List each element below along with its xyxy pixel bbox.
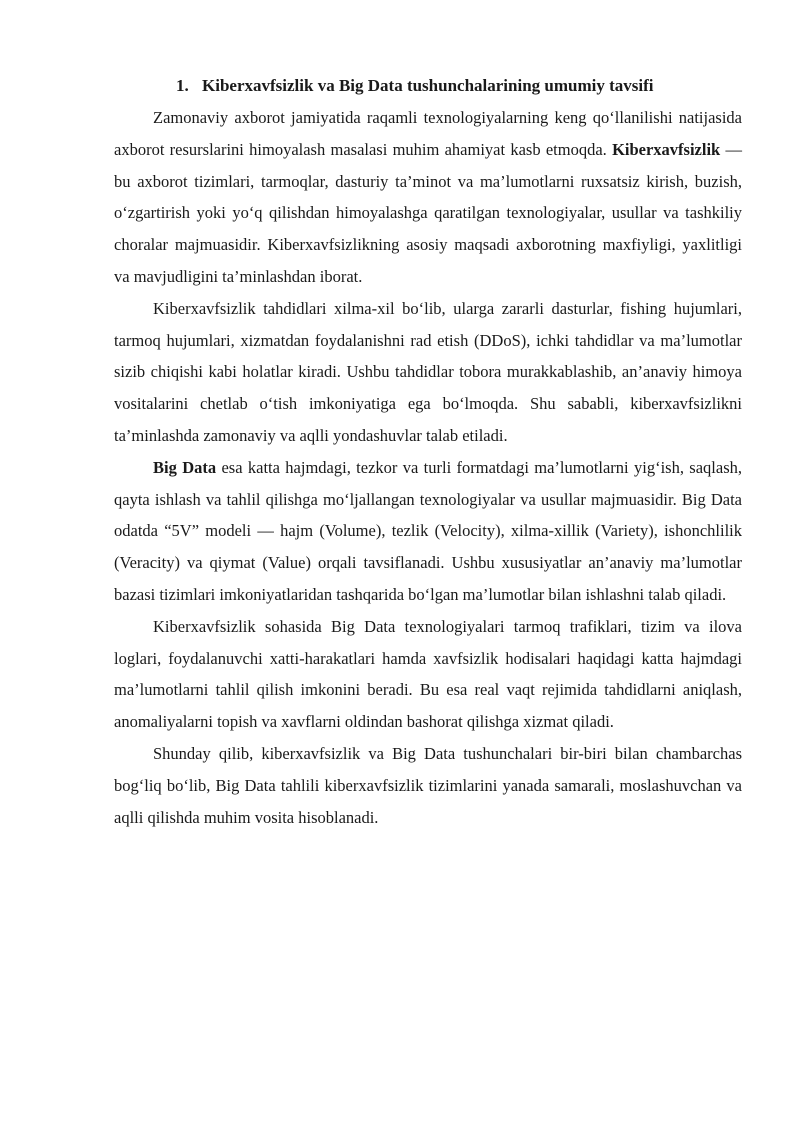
- paragraph-text: Kiberxavfsizlik sohasida Big Data texnologiyalari tarmoq trafiklari, tizim va ilova loglari, foydalanuvchi xatti-harakatlari hamda xavfsizlik hodisalari haqidagi katta hajmdagi ma’lumotlarni tahlil qilish imkonini beradi. Bu esa real vaqt rejimida tahdidlarni aniqlash, anomaliyalarni topish va xavflarni oldindan bashorat qilishga xizmat qiladi.: [114, 616, 742, 732]
- paragraph-cybersecurity-threats: [114, 293, 742, 452]
- paragraph-text: esa katta hajmdagi, tezkor va turli formatdagi ma’lumotlarni yig‘ish, saqlash, qayta ishlash va tahlil qilishga mo‘ljallangan texnologiyalar va usullar majmuasidir. Big Data odatda “5V” modeli — hajm (Volume), tezlik (Velocity), xilma-xillik (Variety), ishonchlilik (Veracity) va qiymat (Value) orqali tavsiflanadi. Ushbu xususiyatlar an’anaviy ma’lumotlar bazasi tizimlari imkoniyatlaridan tashqarida bo‘lgan ma’lumotlar bilan ishlashni talab qiladi.: [114, 457, 742, 604]
- paragraph-conclusion: [114, 738, 742, 833]
- section-number: 1.: [176, 76, 189, 95]
- section-heading: [114, 70, 742, 102]
- paragraph-cybersecurity-definition: [114, 102, 742, 293]
- paragraph-big-data-in-security: [114, 611, 742, 738]
- paragraph-big-data-definition: [114, 452, 742, 611]
- paragraph-text: Zamonaviy axborot jamiyatida raqamli texnologiyalarning keng qo‘llanilishi natijasida axborot resurslarini himoyalash masalasi muhim ahamiyat kasb etmoqda.: [114, 108, 742, 159]
- term-kiberxavfsizlik: Kiberxavfsizlik: [612, 139, 721, 159]
- paragraph-text: — bu axborot tizimlari, tarmoqlar, dasturiy ta’minot va ma’lumotlarni ruxsatsiz kirish, buzish, o‘zgartirish yoki yo‘q qilishdan himoyalashga qaratilgan texnologiyalar, usullar va tashkiliy choralar majmuasidir. Kiberxavfsizlikning asosiy maqsadi axborotning maxfiyligi, yaxlitligi va mavjudligini ta’minlashdan iborat.: [114, 139, 742, 286]
- document-page: [114, 70, 742, 833]
- section-title: Kiberxavfsizlik va Big Data tushunchalarining umumiy tavsifi: [202, 76, 654, 95]
- paragraph-text: Kiberxavfsizlik tahdidlari xilma-xil bo‘lib, ularga zararli dasturlar, fishing hujumlari, tarmoq hujumlari, xizmatdan foydalanishni rad etish (DDoS), ichki tahdidlar va ma’lumotlar sizib chiqishi kabi holatlar kiradi. Ushbu tahdidlar tobora murakkablashib, an’anaviy himoya vositalarini chetlab o‘tish imkoniyatiga ega bo‘lmoqda. Shu sababli, kiberxavfsizlikni ta’minlashda zamonaviy va aqlli yondashuvlar talab etiladi.: [114, 298, 742, 445]
- term-big-data: Big Data: [153, 457, 217, 477]
- paragraph-text: Shunday qilib, kiberxavfsizlik va Big Data tushunchalari bir-biri bilan chambarchas bog‘liq bo‘lib, Big Data tahlili kiberxavfsizlik tizimlarini yanada samarali, moslashuvchan va aqlli qilishda muhim vosita hisoblanadi.: [114, 743, 742, 827]
